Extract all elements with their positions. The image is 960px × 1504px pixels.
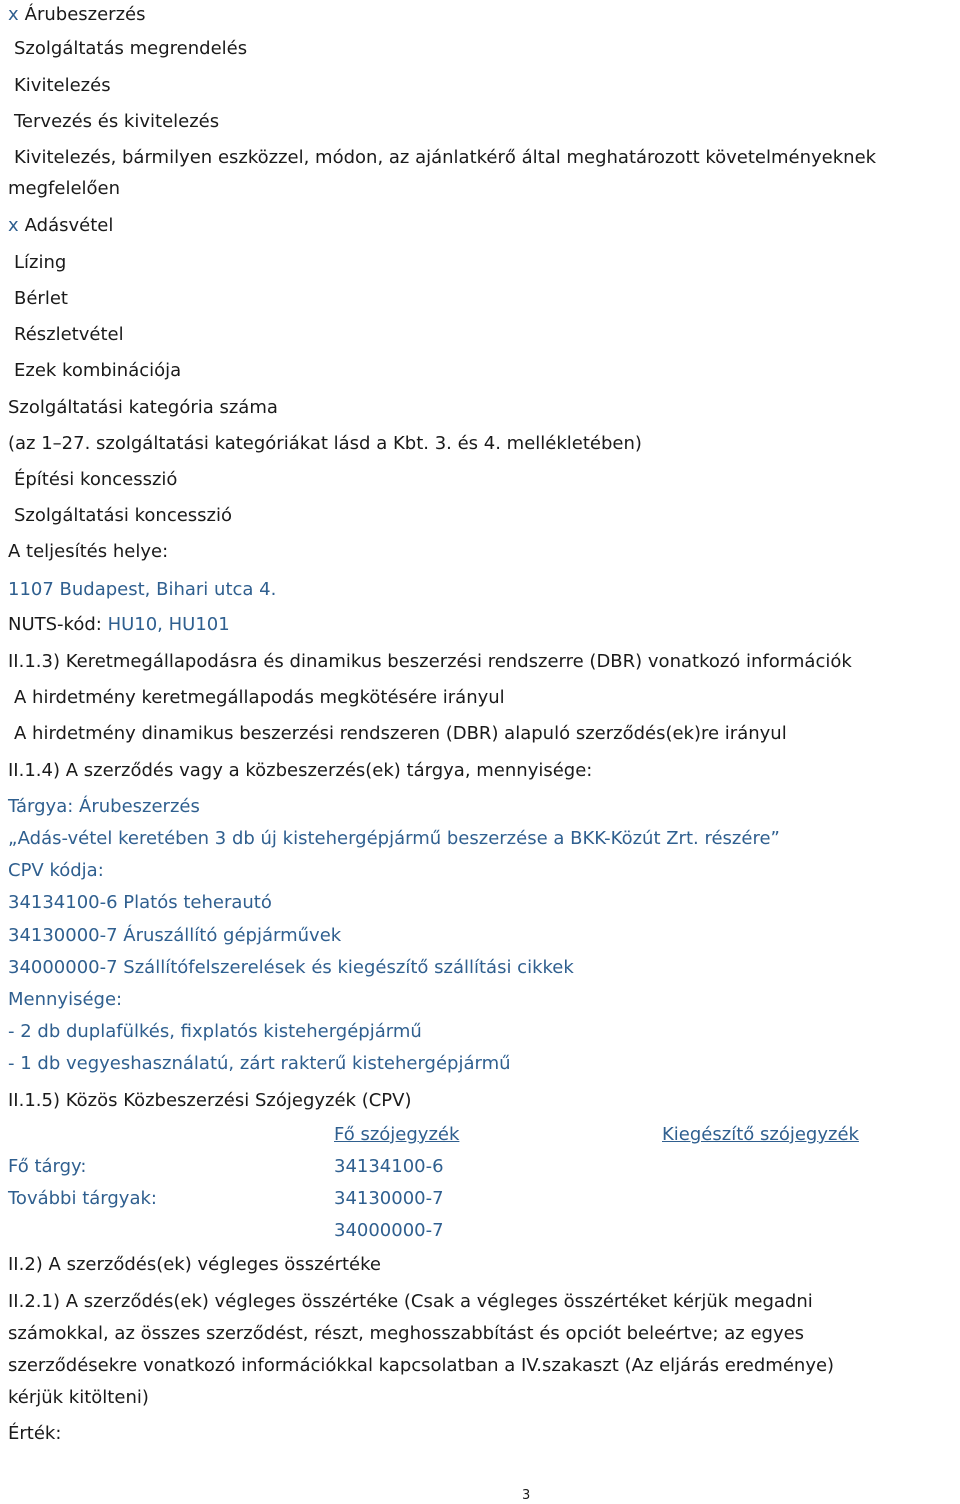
ertek-label: Érték: [8,1423,62,1444]
checked-mark: x [8,4,19,25]
option-tervezes-kivitelezes: Tervezés és kivitelezés [14,111,220,132]
nuts-label: NUTS-kód: [8,614,108,635]
tovabbi-targyak-label: További tárgyak: [8,1188,157,1209]
cpv-item-2: 34130000-7 Áruszállító gépjárművek [8,925,342,946]
option-berlet: Bérlet [14,288,68,309]
option-kivitelezes-barmilyen-cont: megfelelően [8,178,121,199]
quantity-item-1: - 2 db duplafülkés, fixplatós kistehergépjármű [8,1021,422,1042]
nuts-code [8,614,230,636]
checked-mark: x [8,215,19,236]
option-label: Árubeszerzés [24,4,146,25]
option-lizing: Lízing [14,252,67,273]
cpv-item-1: 34134100-6 Platós teherautó [8,892,272,913]
cpv-item-3: 34000000-7 Szállítófelszerelések és kiegészítő szállítási cikkek [8,957,574,978]
option-szolg-koncesszio: Szolgáltatási koncesszió [14,505,233,526]
option-kivitelezes-barmilyen: Kivitelezés, bármilyen eszközzel, módon, az ajánlatkérő által meghatározott követelményeknek [14,147,877,168]
option-adasvetel [8,215,113,237]
targya: Tárgya: Árubeszerzés [8,796,200,817]
section-113-option-dbr: A hirdetmény dinamikus beszerzési rendszeren (DBR) alapuló szerződés(ek)re irányul [14,723,787,744]
option-kivitelezes: Kivitelezés [14,75,111,96]
subject-quote: „Adás-vétel keretében 3 db új kistehergépjármű beszerzése a BKK-Közút Zrt. részére” [8,828,780,849]
section-22-heading: II.2) A szerződés(ek) végleges összértéke [8,1254,381,1275]
section-115-heading: II.1.5) Közös Közbeszerzési Szójegyzék (CPV) [8,1090,412,1111]
option-kombinacio: Ezek kombinációja [14,360,182,381]
fo-targy-value: 34134100-6 [334,1156,444,1177]
quantity-item-2: - 1 db vegyeshasználatú, zárt rakterű kistehergépjármű [8,1053,511,1074]
section-114-heading: II.1.4) A szerződés vagy a közbeszerzés(ek) tárgya, mennyisége: [8,760,593,781]
section-221-line-2: számokkal, az összes szerződést, részt, meghosszabbítást és opciót beleértve; az egyes [8,1323,805,1344]
section-221-line-1: II.2.1) A szerződés(ek) végleges összértéke (Csak a végleges összértéket kérjük megadni [8,1291,813,1312]
section-113-heading: II.1.3) Keretmegállapodásra és dinamikus beszerzési rendszerre (DBR) vonatkozó információk [8,651,852,672]
mennyisege-label: Mennyisége: [8,989,123,1010]
section-113-option-keret: A hirdetmény keretmegállapodás megkötésére irányul [14,687,505,708]
option-szolg-kategoria: Szolgáltatási kategória száma [8,397,278,418]
teljesites-label: A teljesítés helye: [8,541,169,562]
nuts-value: HU10, HU101 [107,614,230,635]
fo-targy-label: Fő tárgy: [8,1156,87,1177]
option-arubeszerzes [8,4,145,26]
option-epitesi-koncesszio: Építési koncesszió [14,469,178,490]
option-label: Adásvétel [24,215,114,236]
section-221-line-3: szerződésekre vonatkozó információkkal kapcsolatban a IV.szakaszt (Az eljárás eredménye) [8,1355,835,1376]
kategoria-note: (az 1–27. szolgáltatási kategóriákat lásd a Kbt. 3. és 4. mellékletében) [8,433,642,454]
tovabbi-targyak-value-1: 34130000-7 [334,1188,444,1209]
section-221-line-4: kérjük kitölteni) [8,1387,149,1408]
option-reszletvetel: Részletvétel [14,324,124,345]
cpv-label: CPV kódja: [8,860,104,881]
col-kiegeszito-szojegyzek: Kiegészítő szójegyzék [662,1124,859,1145]
page-number: 3 [522,1488,531,1503]
teljesites-address: 1107 Budapest, Bihari utca 4. [8,579,277,600]
option-szolgaltatas-megrendeles: Szolgáltatás megrendelés [14,38,248,59]
col-fo-szojegyzek: Fő szójegyzék [334,1124,460,1145]
tovabbi-targyak-value-2: 34000000-7 [334,1220,444,1241]
